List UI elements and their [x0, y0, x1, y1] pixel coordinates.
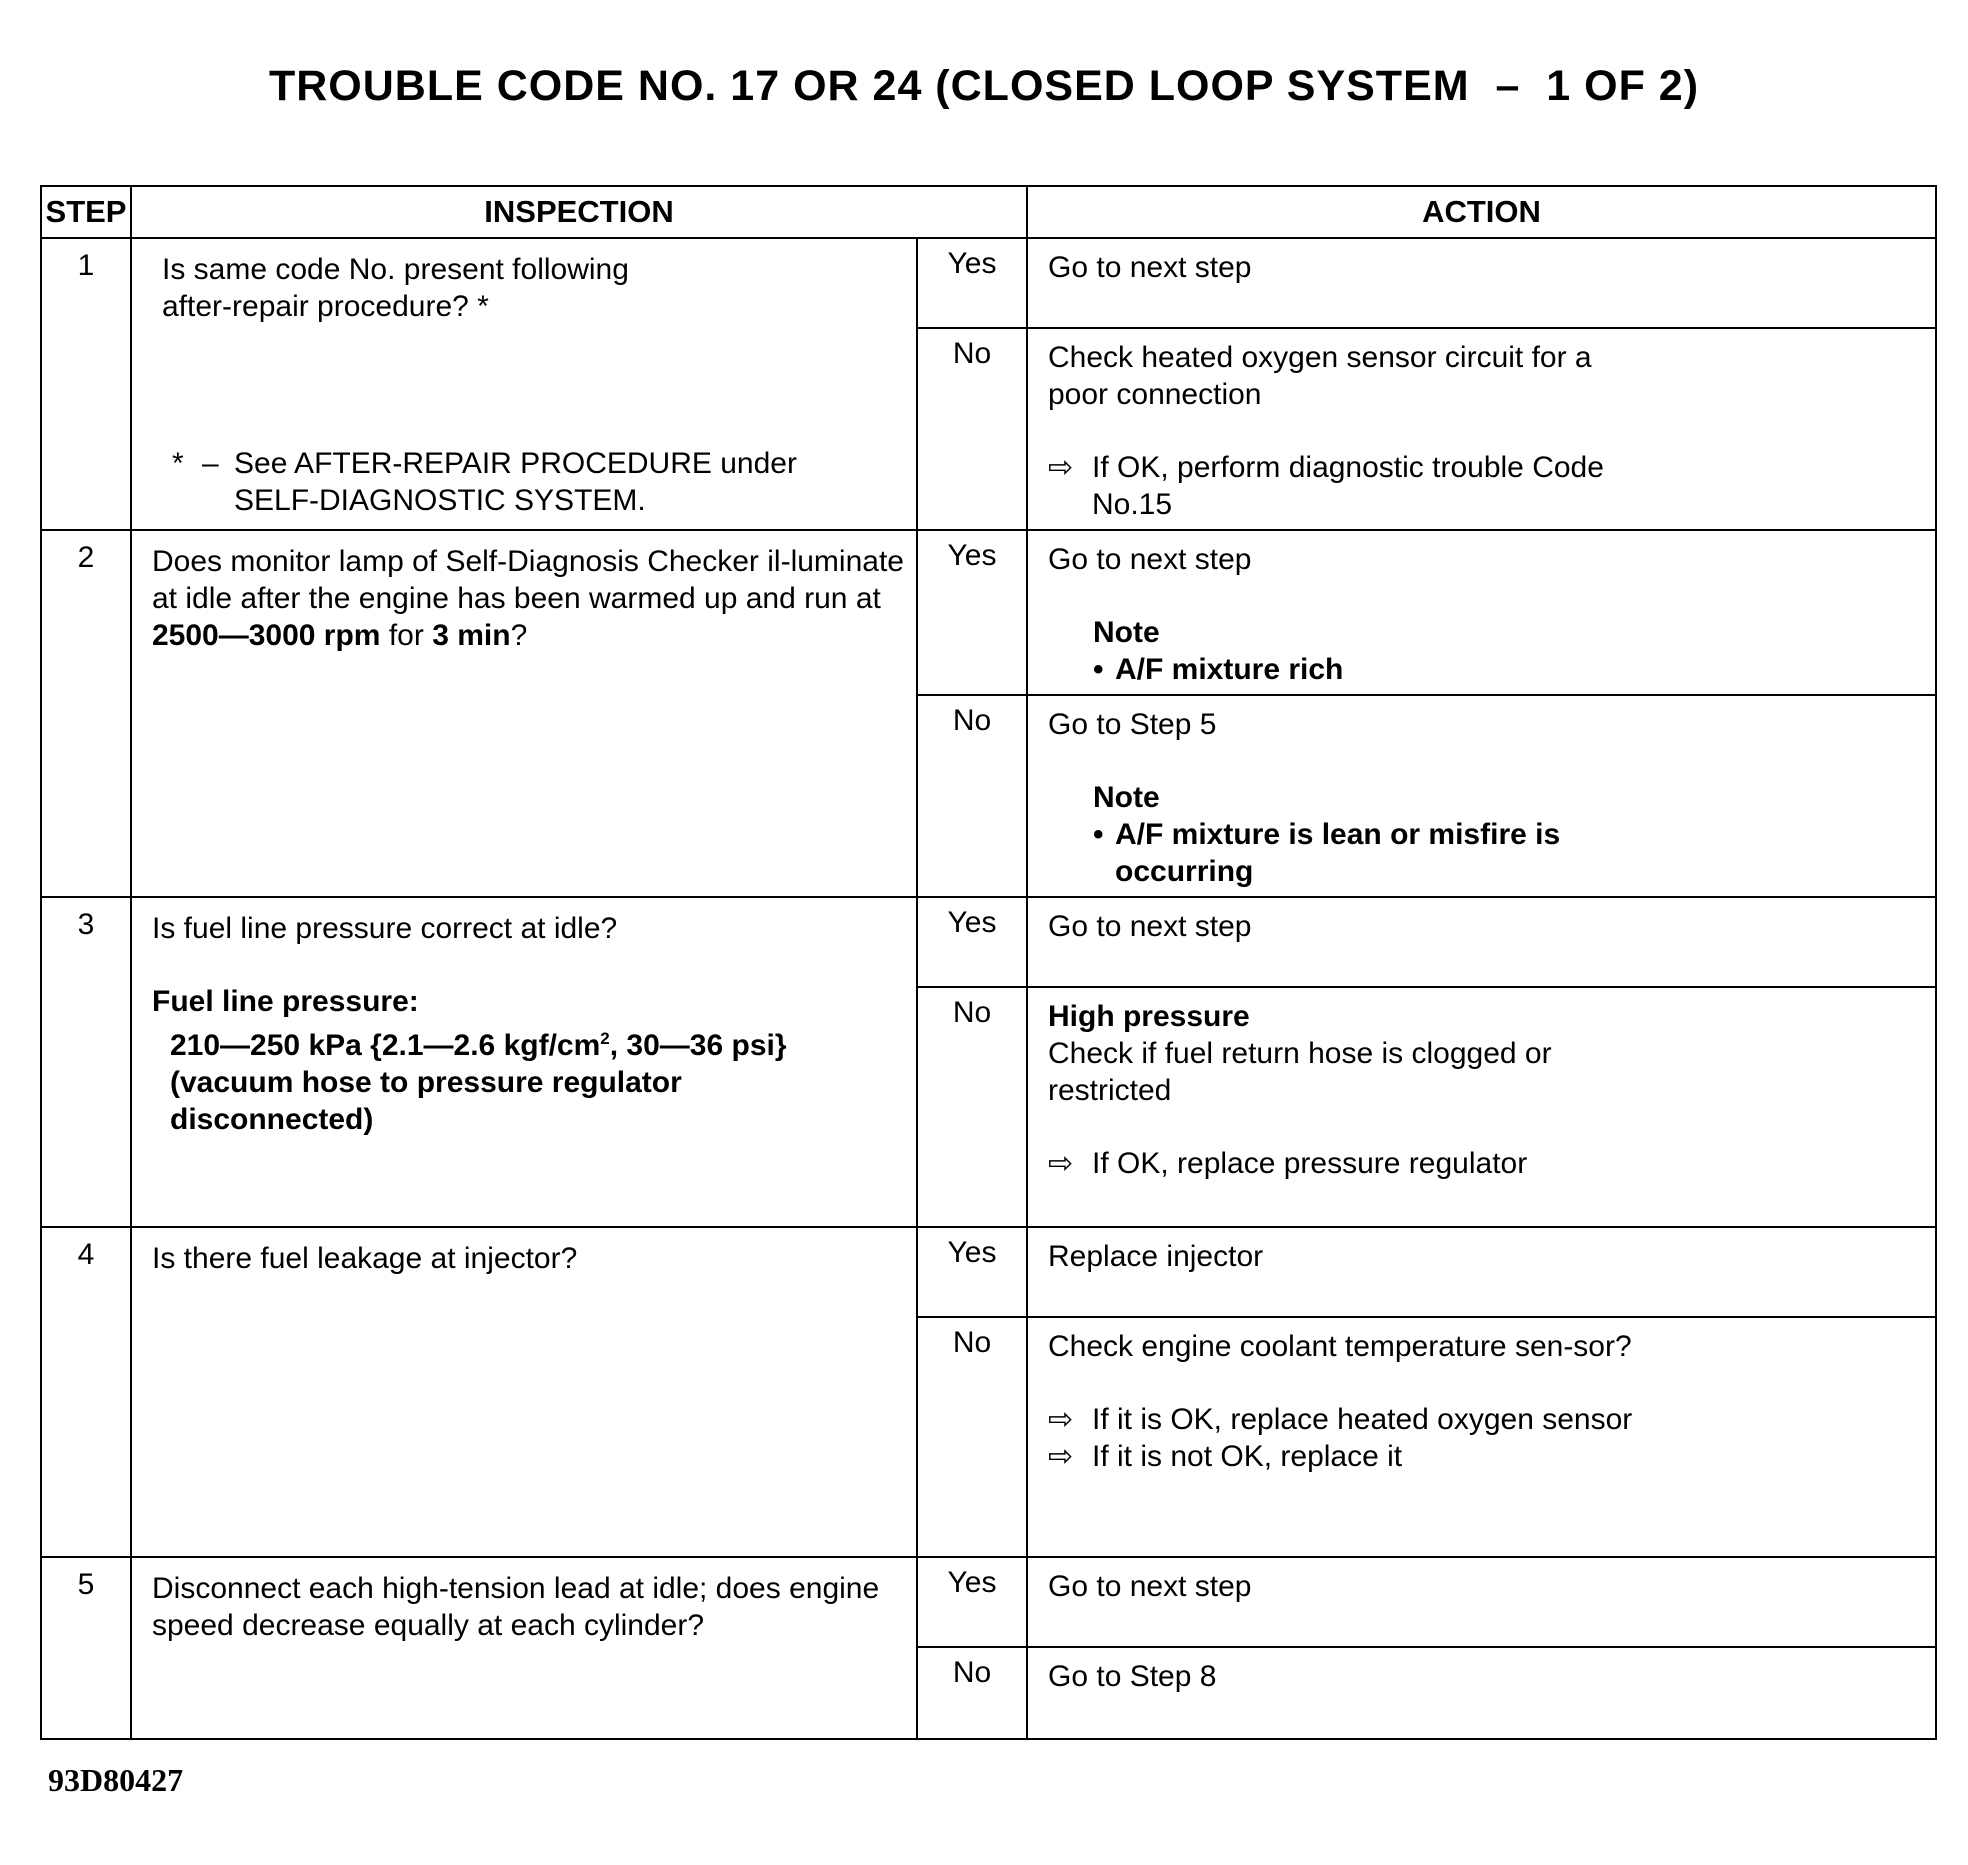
step-4-inspection: Is there fuel leakage at injector?	[131, 1227, 917, 1557]
step-5-yes-action: Go to next step	[1027, 1557, 1936, 1647]
trouble-code-table	[40, 185, 1937, 1740]
no-label: No	[917, 695, 1027, 897]
step-1-no-action: Check heated oxygen sensor circuit for a poor connection ⇨ If OK, perform diagnostic trouble Code No.15	[1027, 328, 1936, 530]
step-5-no-action: Go to Step 8	[1027, 1647, 1936, 1739]
step-3-yes-action: Go to next step	[1027, 897, 1936, 987]
spec-title: Fuel line pressure:	[152, 985, 419, 1018]
header-inspection: INSPECTION	[131, 186, 1027, 238]
header-step: STEP	[41, 186, 131, 238]
no-label: No	[917, 1317, 1027, 1557]
note-title: Note	[1093, 781, 1160, 814]
step-number: 2	[41, 530, 131, 897]
no-label: No	[917, 1647, 1027, 1739]
step-1-yes-action: Go to next step	[1027, 238, 1936, 328]
header-action: ACTION	[1027, 186, 1936, 238]
arrow-icon: ⇨	[1048, 1147, 1074, 1180]
step-number: 4	[41, 1227, 131, 1557]
yes-label: Yes	[917, 1557, 1027, 1647]
yes-label: Yes	[917, 1227, 1027, 1317]
star-icon: *	[477, 290, 489, 323]
yes-label: Yes	[917, 238, 1027, 328]
step-number: 3	[41, 897, 131, 1227]
no-title: High pressure	[1048, 1000, 1250, 1033]
step-4-no-action: Check engine coolant temperature sen-sor? ⇨ If it is OK, replace heated oxygen sensor ⇨ If it is not OK, replace it	[1027, 1317, 1936, 1557]
document-code: 93D80427	[48, 1762, 184, 1798]
no-label: No	[917, 987, 1027, 1227]
step-1-footnote: * – See AFTER-REPAIR PROCEDURE under SELF-DIAGNOSTIC SYSTEM.	[172, 447, 797, 517]
step-2-no-action: Go to Step 5 Note • A/F mixture is lean or misfire is occurring	[1027, 695, 1936, 897]
step-number: 1	[41, 238, 131, 530]
step-2-yes-action: Go to next step Note • A/F mixture rich	[1027, 530, 1936, 695]
arrow-icon: ⇨	[1048, 1440, 1074, 1473]
bullet-icon: •	[1093, 818, 1104, 851]
arrow-icon: ⇨	[1048, 1403, 1074, 1436]
step-4-yes-action: Replace injector	[1027, 1227, 1936, 1317]
no-label: No	[917, 328, 1027, 530]
arrow-icon: ⇨	[1048, 451, 1074, 484]
yes-label: Yes	[917, 897, 1027, 987]
step-1-inspection	[131, 238, 917, 530]
step-1-question: Is same code No. present following after-repair procedure?	[162, 253, 629, 323]
note-title: Note	[1093, 616, 1160, 649]
step-number: 5	[41, 1557, 131, 1739]
step-3-inspection: Is fuel line pressure correct at idle? Fuel line pressure: 210—250 kPa {2.1—2.6 kgf/$cm^2$, 30—36 psi} (vacuum hose to pressure regulator disconnected)	[131, 897, 917, 1227]
yes-label: Yes	[917, 530, 1027, 695]
step-2-inspection: Does monitor lamp of Self-Diagnosis Checker il-luminate at idle after the engine has been warmed up and run at 2500—3000 rpm for 3 min?	[131, 530, 917, 897]
page-title: TROUBLE CODE NO. 17 OR 24 (CLOSED LOOP SYSTEM – 1 OF 2)	[268, 62, 1700, 110]
star-icon: *	[172, 447, 184, 480]
step-5-inspection: Disconnect each high-tension lead at idle; does engine speed decrease equally at each cylinder?	[131, 1557, 917, 1739]
step-3-no-action: High pressure Check if fuel return hose is clogged or restricted ⇨ If OK, replace pressure regulator	[1027, 987, 1936, 1227]
bullet-icon: •	[1093, 653, 1104, 686]
